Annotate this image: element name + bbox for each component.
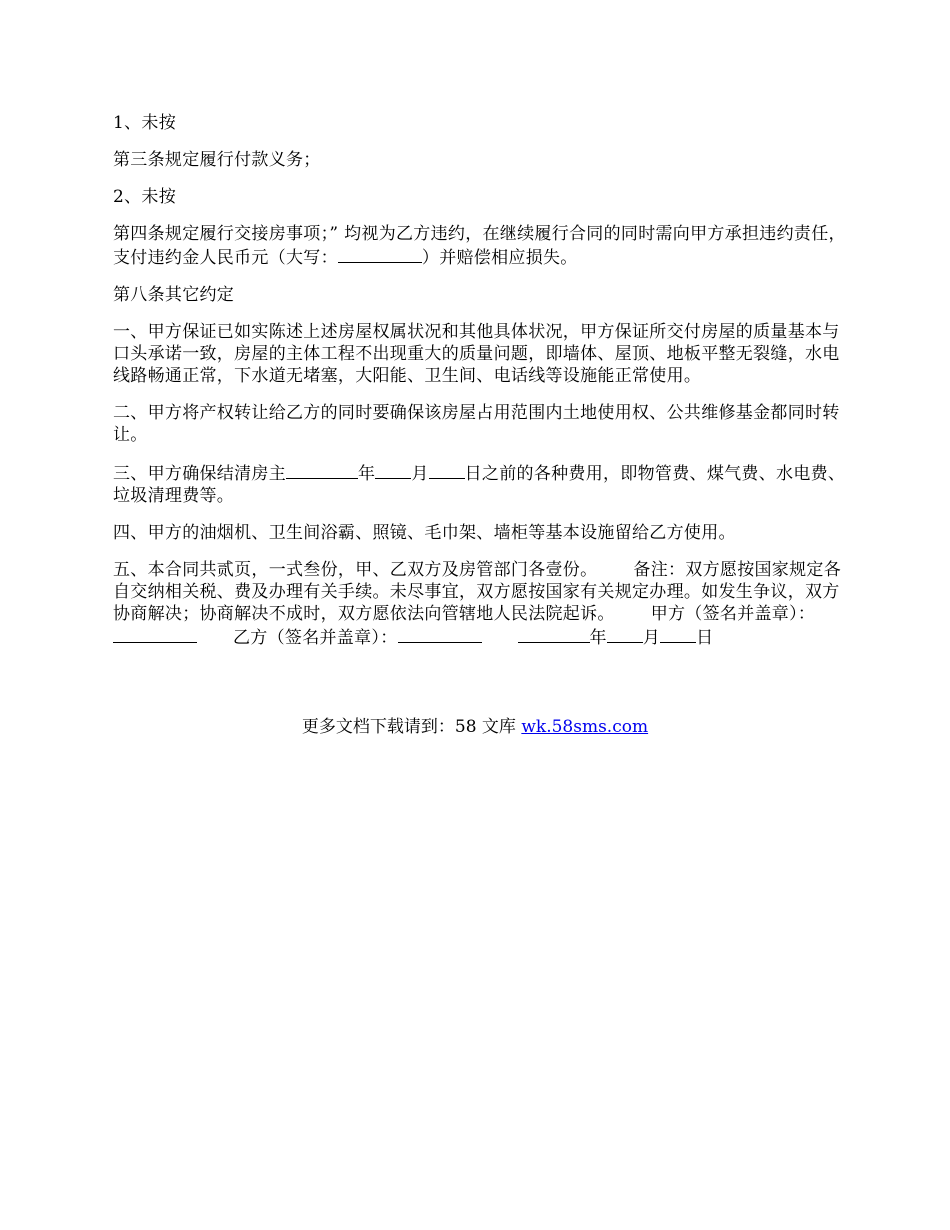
section-heading: [113, 284, 853, 306]
sign-year-label: 年: [589, 628, 607, 648]
day-blank: [429, 461, 465, 479]
section-heading-text: 第八条其它约定: [113, 285, 235, 305]
clause-item-2-text: 2、未按: [113, 187, 177, 207]
agreement-2-text: 二、甲方将产权转让给乙方的同时要确保该房屋占用范围内土地使用权、公共维修基金都同时转让。: [113, 403, 840, 445]
party-b-signature-blank: [398, 625, 482, 643]
party-a-signature-blank: [113, 625, 197, 643]
month-blank: [375, 461, 411, 479]
clause-item-2-detail-end: ）并赔偿相应损失。: [421, 248, 578, 268]
month-label: 月: [411, 464, 429, 484]
document-body: [113, 112, 853, 664]
agreement-5-text: 五、本合同共贰页，一式叁份，甲、乙双方及房管部门各壹份。: [113, 560, 598, 580]
footer-link[interactable]: wk.58sms.com: [521, 717, 649, 737]
clause-item-1-detail: [113, 149, 853, 171]
agreement-4: [113, 522, 853, 544]
agreement-3-text: 三、甲方确保结清房主: [113, 464, 286, 484]
year-blank: [286, 461, 358, 479]
agreement-4-text: 四、甲方的油烟机、卫生间浴霸、照镜、毛巾架、墙柜等基本设施留给乙方使用。: [113, 523, 736, 543]
agreement-5: [113, 559, 853, 649]
footer-text: 更多文档下载请到：58 文库: [301, 717, 522, 737]
agreement-1: [113, 321, 853, 387]
agreement-3: [113, 461, 853, 507]
amount-blank: [338, 245, 422, 263]
remarks-text: 备注：双方愿按国家规定各自交纳相关税、费及办理有关手续。未尽事宜，双方愿按国家有关规定办理。如发生争议，双方协商解决；协商解决不成时，双方愿依法向管辖地人民法院起诉。: [113, 560, 842, 624]
sign-month-label: 月: [642, 628, 661, 648]
party-a-signature-label: 甲方（签名并盖章）：: [650, 604, 816, 624]
agreement-3-text-end: 日之前的各种费用，即物管费、煤气费、水电费、垃圾清理费等。: [113, 464, 846, 506]
sign-day-blank: [660, 625, 696, 643]
clause-item-1-text: 1、未按: [113, 113, 177, 133]
clause-item-2-detail: [113, 223, 853, 269]
year-label: 年: [358, 464, 376, 484]
agreement-1-text: 一、甲方保证已如实陈述上述房屋权属状况和其他具体状况，甲方保证所交付房屋的质量基本与口头承诺一致，房屋的主体工程不出现重大的质量问题，即墙体、屋顶、地板平整无裂缝，水电线路畅通正常，下水道无堵塞，大阳能、卫生间、电话线等设施能正常使用。: [113, 322, 840, 386]
clause-item-2-detail-text: 第四条规定履行交接房事项；” 均视为乙方违约，在继续履行合同的同时需向甲方承担违约责任，支付违约金人民币元（大写：: [113, 224, 846, 268]
party-b-signature-label: 乙方（签名并盖章）：: [233, 628, 398, 648]
sign-day-label: 日: [696, 628, 714, 648]
clause-item-2: [113, 186, 853, 208]
sign-year-blank: [518, 625, 590, 643]
footer: [0, 716, 950, 738]
clause-item-1-detail-text: 第三条规定履行付款义务；: [113, 150, 321, 170]
sign-month-blank: [607, 625, 643, 643]
agreement-2: [113, 402, 853, 446]
clause-item-1: [113, 112, 853, 134]
